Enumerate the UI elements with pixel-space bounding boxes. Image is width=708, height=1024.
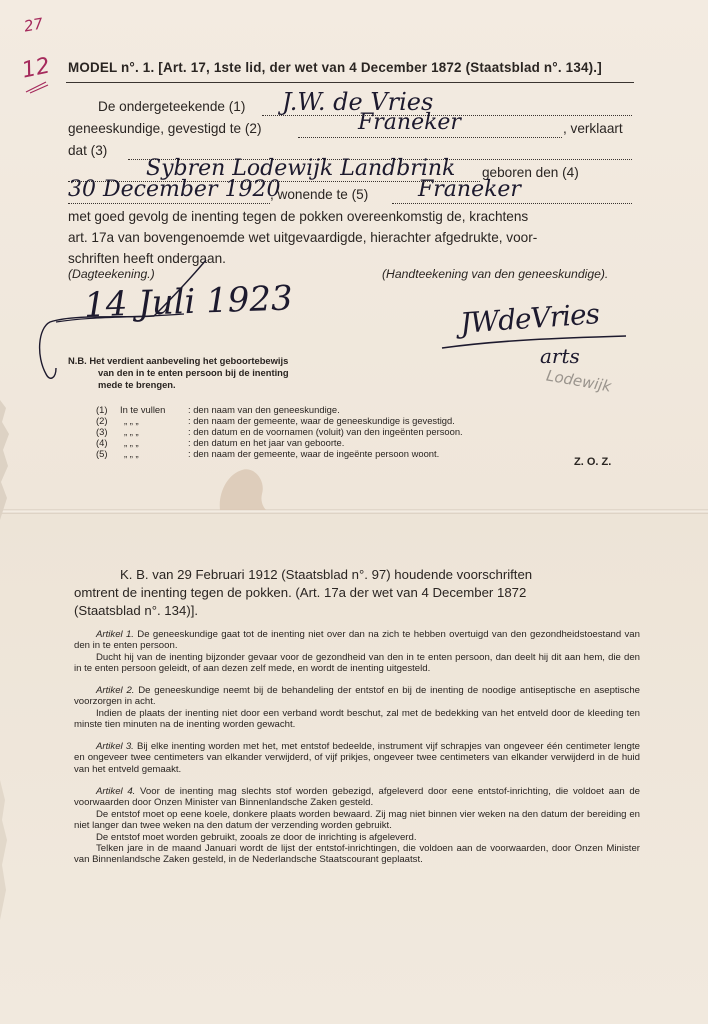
footnote-2-text: : den naam der gemeente, waar de geneeskundige is gevestigd.: [188, 415, 455, 426]
footnote-4-text: : den datum en het jaar van geboorte.: [188, 437, 345, 448]
torn-edge-icon: [0, 780, 12, 920]
signature-handwritten: JWdeVries: [459, 297, 600, 340]
footnote-1-num: (1): [96, 404, 108, 415]
place-label: geneeskundige, gevestigd te (2): [68, 121, 262, 136]
signature-label: (Handteekening van den geneeskundige).: [382, 267, 609, 281]
decree-title: [74, 566, 640, 620]
pencil-note: Lodewijk: [544, 366, 613, 396]
born-label: geboren den (4): [482, 165, 579, 180]
article-3-heading: Artikel 3.: [96, 741, 134, 752]
article-1: [74, 629, 640, 675]
footnote-1-marks: In te vullen: [120, 404, 166, 415]
torn-edge-icon: [0, 400, 14, 520]
signature-title: arts: [540, 344, 580, 368]
footnote-4-marks: „ „ „: [124, 437, 139, 448]
footnote-3-text: : den datum en de voornamen (voluit) van den ingeënten persoon.: [188, 426, 463, 437]
footnote-2-num: (2): [96, 415, 108, 426]
article-4: [74, 786, 640, 866]
article-1-para-2: Ducht hij van de inenting bijzonder gevaar voor de gezondheid van den in te enten persoon, dan deelt hij dit aan hem, die den in te enten persoon geleidt, of aan dezen zelf mede, en wordt de inenting uitgesteld.: [74, 651, 640, 675]
footnote-4-num: (4): [96, 437, 108, 448]
date-label: (Dagteekening.): [68, 267, 155, 281]
that-label: dat (3): [68, 143, 108, 158]
footnote-5-num: (5): [96, 448, 108, 459]
stain-icon: [214, 462, 270, 512]
footnote-3-num: (3): [96, 426, 108, 437]
article-2-para-1: De geneeskundige neemt bij de behandeling der entstof en bij de inenting de noodige antiseptische en aseptische voorzorgen in acht.: [74, 685, 640, 708]
article-1-para-1: De geneeskundige gaat tot de inenting niet over dan na zich te hebben overtuigd van den gezondheidstoestand van den in te enten persoon.: [74, 629, 640, 652]
doctor-place-handwritten: Franeker: [358, 110, 461, 135]
paper-fold: [0, 509, 708, 514]
statement-line-2: art. 17a van bovengenoemde wet uitgevaardigde, hierachter afgedrukte, voor-: [68, 230, 538, 245]
header-underline: [66, 82, 634, 83]
footnote-2-marks: „ „ „: [124, 415, 139, 426]
decree-title-line-1: K. B. van 29 Februari 1912 (Staatsblad n°. 97) houdende voorschriften: [120, 567, 533, 582]
birth-date-line: [68, 203, 270, 204]
article-2: [74, 685, 640, 731]
decree-title-line-3: (Staatsblad n°. 134)].: [74, 603, 199, 618]
article-4-para-4: Telken jare in de maand Januari wordt de lijst der entstof-inrichtingen, die voldoen aan de voorwaarden, door Onzen Minister van Binnenlandsche Zaken gesteld, in de Nederlandsche Staatscourant geplaatst.: [74, 843, 640, 866]
article-3-para-1: Bij elke inenting worden met het, met entstof bedeelde, instrument vijf schrapjes van ongeveer één centimeter lengte en ongeveer twee centimeters van elkander verwijderd, of vijf prikjes, ongeveer twee centimeters van elkander verwijderd in de huid van het entveld gemaakt.: [74, 741, 640, 775]
article-4-para-2: De entstof moet op eene koele, donkere plaats worden bewaard. Zij mag niet binnen vier weken na den datum der bereiding en niet langer dan twee weken na den datum der verzending worden gebruikt.: [74, 808, 640, 832]
model-header: MODEL n°. 1. [Art. 17, 1ste lid, der wet van 4 December 1872 (Staatsblad n°. 134).]: [68, 60, 602, 75]
footnote-5-text: : den naam der gemeente, waar de ingeënte persoon woont.: [188, 448, 440, 459]
article-1-heading: Artikel 1.: [96, 629, 134, 640]
declares-label: , verklaart: [563, 121, 623, 136]
article-3: [74, 741, 640, 775]
signer-label: De ondergeteekende (1): [98, 99, 246, 114]
archive-number-top: 27: [22, 14, 45, 36]
living-place-line: [392, 203, 632, 204]
pencil-mark-icon: [24, 80, 50, 94]
zoz-note: Z. O. Z.: [574, 456, 612, 468]
nb-line-3: mede te brengen.: [98, 379, 176, 390]
footnote-1-text: : den naam van den geneeskundige.: [188, 404, 340, 415]
footnote-3-marks: „ „ „: [124, 426, 139, 437]
article-2-heading: Artikel 2.: [96, 685, 135, 696]
birth-date-handwritten: 30 December 1920: [68, 177, 281, 202]
nb-line-2: van den in te enten persoon bij de inenting: [98, 367, 289, 378]
date-handwritten: 14 Juli 1923: [83, 278, 294, 326]
article-4-heading: Artikel 4.: [96, 786, 136, 797]
doctor-place-line: [298, 137, 562, 138]
article-2-para-2: Indien de plaats der inenting niet door een verband wordt beschut, zal met de bedekking van het entveld door de kleeding ten minste tien minuten na de inenting worden gewacht.: [74, 707, 640, 731]
article-4-para-1: Voor de inenting mag slechts stof worden gebezigd, afgeleverd door eene entstof-inrichting, die voldoet aan de voorwaarden door Onzen Minister van Binnenlandsche Zaken gesteld.: [74, 786, 641, 809]
living-place-handwritten: Franeker: [418, 177, 521, 202]
living-label: , wonende te (5): [270, 187, 369, 202]
nb-line-1: N.B. Het verdient aanbeveling het geboortebewijs: [68, 355, 289, 366]
signature-underline-icon: [440, 330, 630, 354]
statement-line-3: schriften heeft ondergaan.: [68, 251, 226, 266]
doctor-name-handwritten: J.W. de Vries: [282, 88, 434, 116]
person-name-handwritten: Sybren Lodewijk Landbrink: [146, 156, 456, 181]
decree-title-line-2: omtrent de inenting tegen de pokken. (Art. 17a der wet van 4 December 1872: [74, 585, 527, 600]
statement-line-1: met goed gevolg de inenting tegen de pokken overeenkomstig de, krachtens: [68, 209, 529, 224]
article-4-para-3: De entstof moet worden gebruikt, zooals ze door de inrichting is afgeleverd.: [96, 831, 417, 843]
footnote-5-marks: „ „ „: [124, 448, 139, 459]
archive-number-side: 12: [19, 53, 53, 84]
